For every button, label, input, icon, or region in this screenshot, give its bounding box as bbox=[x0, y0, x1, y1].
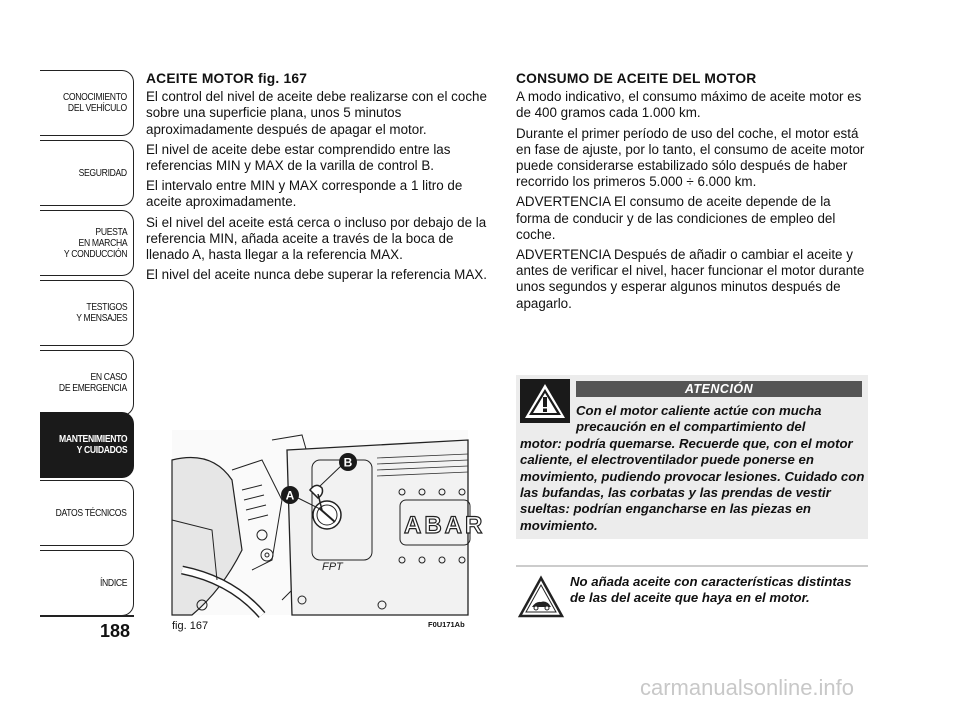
paragraph: El intervalo entre MIN y MAX corresponde a 1 litro de aceite aproximadamente. bbox=[146, 178, 463, 210]
tab-datos-tecnicos[interactable] bbox=[40, 480, 134, 546]
tab-label: EN CASO DE EMERGENCIA bbox=[59, 371, 127, 394]
watermark: carmanualsonline.info bbox=[640, 675, 855, 700]
warning-first-line: Con el motor caliente actúe con mucha precaución en el compartimiento del bbox=[576, 403, 822, 435]
fpt-badge: FPT bbox=[322, 561, 343, 573]
figure-code: F0U171Ab bbox=[428, 620, 465, 629]
page-number: 188 bbox=[100, 621, 131, 641]
engine-brand-text: ABAR bbox=[404, 512, 486, 539]
figure-caption: fig. 167 bbox=[172, 620, 209, 632]
tab-label: ÍNDICE bbox=[99, 576, 127, 589]
tab-testigos[interactable] bbox=[40, 280, 134, 346]
environment-triangle-icon bbox=[518, 575, 564, 619]
warning-text bbox=[520, 403, 866, 534]
section-heading: CONSUMO DE ACEITE DEL MOTOR bbox=[516, 71, 757, 86]
paragraph: ADVERTENCIA El consumo de aceite depende de la forma de conducir y de las condiciones de empleo del coche. bbox=[516, 194, 836, 242]
label-a: A bbox=[285, 488, 295, 503]
tab-label: SEGURIDAD bbox=[78, 166, 127, 179]
tab-label: DATOS TÉCNICOS bbox=[55, 506, 127, 519]
right-column bbox=[516, 71, 868, 316]
engine-illustration bbox=[172, 430, 486, 615]
paragraph: El control del nivel de aceite debe realizarse con el coche sobre una superficie plana, unos 5 minutos aproximadamente después de apagar el motor. bbox=[146, 89, 487, 137]
sidebar-divider bbox=[40, 615, 134, 617]
tab-label: CONOCIMIENTO DEL VEHÍCULO bbox=[63, 91, 127, 114]
tab-seguridad[interactable] bbox=[40, 140, 134, 206]
warning-body: motor: podría quemarse. Recuerde que, con el motor caliente, el electroventilador puede ponerse en movimiento, pudiendo provocar lesiones. Cuidado con las bufandas, las corbatas y las prendas de vestir sueltas: podrían engancharse en las piezas en movimiento. bbox=[520, 435, 865, 533]
label-b: B bbox=[343, 455, 353, 470]
paragraph: El nivel del aceite nunca debe superar la referencia MAX. bbox=[146, 267, 487, 283]
tab-indice[interactable] bbox=[40, 550, 134, 616]
warning-box bbox=[516, 375, 868, 539]
paragraph: A modo indicativo, el consumo máximo de aceite motor es de 400 gramos cada 1.000 km. bbox=[516, 89, 862, 121]
paragraph: Durante el primer período de uso del coche, el motor está en fase de ajuste, por lo tanto, el consumo de aceite motor puede considerarse estabilizado sólo después de haber recorrido los primeros 5.000 ÷ 6.000 km. bbox=[516, 125, 865, 190]
environment-note-box bbox=[516, 565, 868, 623]
left-column bbox=[146, 71, 491, 287]
paragraph: Si el nivel del aceite está cerca o incluso por debajo de la referencia MIN, añada aceite a través de la boca de llenado A, hasta llegar a la referencia MAX. bbox=[146, 214, 487, 263]
tab-puesta-en-marcha[interactable] bbox=[40, 210, 134, 276]
tab-label: PUESTA EN MARCHA Y CONDUCCIÓN bbox=[63, 225, 127, 260]
tab-label: TESTIGOS Y MENSAJES bbox=[75, 301, 127, 324]
tab-emergencia[interactable] bbox=[40, 350, 134, 416]
engine-figure bbox=[172, 430, 486, 615]
tab-mantenimiento[interactable] bbox=[40, 412, 134, 478]
note-text: No añada aceite con características distintas de las del aceite que haya en el motor. bbox=[570, 574, 852, 606]
paragraph: El nivel de aceite debe estar comprendido entre las referencias MIN y MAX de la varilla de control B. bbox=[146, 141, 451, 174]
tab-conocimiento[interactable] bbox=[40, 70, 134, 136]
paragraph: ADVERTENCIA Después de añadir o cambiar el aceite y antes de verificar el nivel, hacer funcionar el motor durante unos segundos y esperar algunos minutos después de apagarlo. bbox=[516, 247, 865, 311]
tab-label: MANTENIMIENTO Y CUIDADOS bbox=[58, 433, 127, 456]
warning-header: ATENCIÓN bbox=[576, 381, 862, 397]
section-heading: ACEITE MOTOR fig. 167 bbox=[146, 71, 308, 86]
